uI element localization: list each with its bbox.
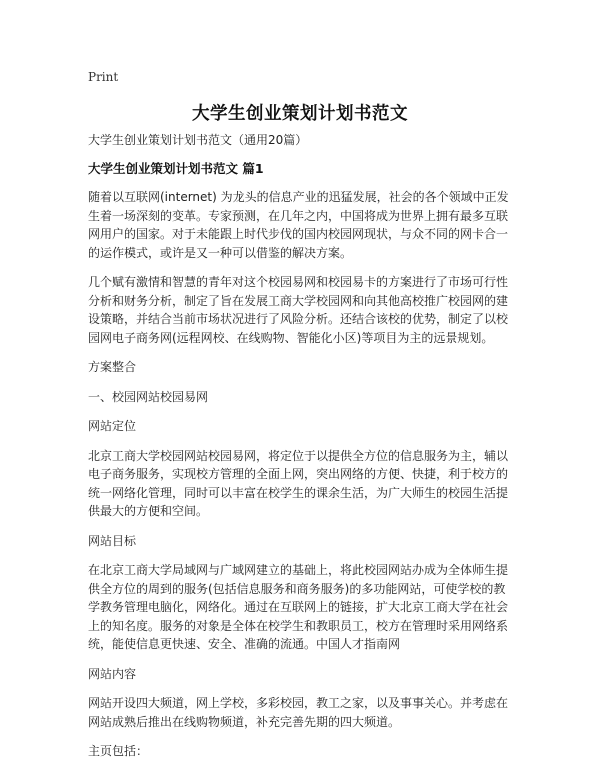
heading-site-goals: 网站目标: [88, 533, 137, 548]
heading-site-positioning: 网站定位: [88, 419, 137, 433]
heading-site-content: 网站内容: [88, 666, 137, 681]
heading-campus-site: 一、校园网站校园易网: [88, 389, 209, 404]
paragraph-analysis: 几个赋有激情和智慧的青年对这个校园易网和校园易卡的方案进行了市场可行性分析和财务分析，制定了旨在发展工商大学校园网和向其他高校推广校园网的建设策略，并结合当前市场状况进行了风险分析。还结合该校的优势，制定了以校园网电子商务网(远程网校、在线购物、智能化小区)等项目为主的远景规划。: [88, 275, 509, 345]
section-title: 大学生创业策划计划书范文 篇1: [88, 160, 264, 176]
heading-homepage: 主页包括：: [88, 744, 149, 758]
heading-plan-integration: 方案整合: [88, 360, 137, 374]
print-label: Print: [88, 70, 119, 84]
paragraph-goals: 在北京工商大学局域网与广域网建立的基础上，将此校园网站办成为全体师生提供全方位的周到的服务(包括信息服务和商务服务)的多功能网站，可使学校的教学教务管理电脑化，网络化。通过在互联网上的链接，扩大北京工商大学在社会上的知名度。服务的对象是全体在校学生和教职员工，校方在管理时采用网络系统，能使信息更快速、安全、准确的流通。中国人才指南网: [88, 563, 509, 651]
document-subtitle: 大学生创业策划计划书范文（通用20篇）: [88, 133, 308, 147]
paragraph-intro: 随着以互联网(internet) 为龙头的信息产业的迅猛发展，社会的各个领域中正发生着一场深刻的变革。专家预测，在几年之内，中国将成为世界上拥有最多互联网用户的国家。对于未能跟上时代步伐的国内校园网现状，与众不同的网卡合一的运作模式，或许是又一种可以借鉴的解决方案。: [88, 190, 509, 260]
paragraph-positioning: 北京工商大学校园网站校园易网，将定位于以提供全方位的信息服务为主，辅以电子商务服务，实现校方管理的全面上网，突出网络的方便、快捷，利于校方的统一网络化管理，同时可以丰富在校学生的课余生活，为广大师生的校园生活提供最大的方便和空间。: [88, 448, 509, 518]
paragraph-content: 网站开设四大频道，网上学校，多彩校园，教工之家，以及事事关心。并考虑在网站成熟后推出在线购物频道，补充完善先期的四大频道。: [88, 696, 509, 729]
document-body: [88, 131, 516, 772]
document-title: 大学生创业策划计划书范文: [192, 104, 408, 124]
